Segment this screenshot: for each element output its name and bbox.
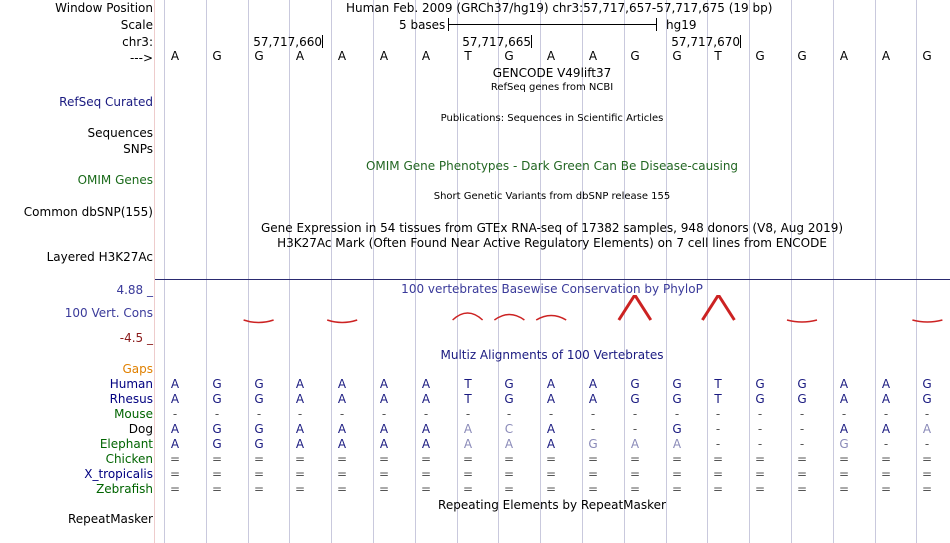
alignment-base: = [211, 467, 223, 481]
sequence-base: G [797, 49, 807, 63]
alignment-base: A [672, 437, 682, 451]
alignment-base: A [546, 377, 556, 391]
alignment-base: - [924, 437, 930, 451]
species-label-mouse[interactable]: Mouse [114, 407, 153, 421]
alignment-base: G [797, 392, 807, 406]
alignment-base: - [465, 407, 471, 421]
alignment-base: = [211, 452, 223, 466]
alignment-base: A [922, 422, 932, 436]
alignment-base: G [672, 377, 682, 391]
alignment-base: A [337, 437, 347, 451]
snps-label[interactable]: SNPs [123, 142, 153, 156]
scale-text: 5 bases [399, 18, 446, 32]
alignment-base: = [169, 482, 181, 496]
alignment-base: A [170, 437, 180, 451]
alignment-base: - [423, 407, 429, 421]
alignment-base: - [757, 437, 763, 451]
phylop-min-label: -4.5 _ [119, 331, 153, 345]
alignment-base: - [841, 407, 847, 421]
sequence-base: A [546, 49, 556, 63]
alignment-base: = [253, 452, 265, 466]
alignment-base: A [588, 392, 598, 406]
h3k27ac-track-desc: H3K27Ac Mark (Often Found Near Active Regulatory Elements) on 7 cell lines from ENCODE [277, 236, 827, 250]
alignment-base: A [295, 392, 305, 406]
alignment-base: A [379, 392, 389, 406]
omim-track-desc: OMIM Gene Phenotypes - Dark Green Can Be Disease-causing [365, 159, 739, 173]
assembly-label: hg19 [666, 18, 697, 32]
sequence-base: A [839, 49, 849, 63]
alignment-base: = [503, 452, 515, 466]
alignment-base: T [464, 377, 472, 391]
scale-bar [448, 24, 656, 25]
scale-label[interactable]: Scale [120, 18, 153, 32]
sequence-base: A [170, 49, 180, 63]
alignment-base: - [506, 407, 512, 421]
phylop-mark [619, 295, 651, 320]
alignment-base: G [839, 437, 849, 451]
alignment-base: C [504, 422, 514, 436]
alignment-base: A [379, 437, 389, 451]
alignment-base: = [629, 467, 641, 481]
alignment-base: - [883, 437, 889, 451]
alignment-base: G [504, 377, 514, 391]
phylop-mark [787, 320, 817, 322]
alignment-base: = [378, 452, 390, 466]
alignment-base: - [799, 422, 805, 436]
alignment-base: G [588, 437, 598, 451]
alignment-base: G [630, 377, 640, 391]
gtex-track-desc: Gene Expression in 54 tissues from GTEx RNA-seq of 17382 samples, 948 donors (V8, Aug 2019) [260, 221, 844, 235]
alignment-base: A [881, 392, 891, 406]
sequence-base: A [295, 49, 305, 63]
alignment-base: A [504, 437, 514, 451]
alignment-base: = [253, 467, 265, 481]
alignment-base: = [754, 467, 766, 481]
alignment-base: = [629, 482, 641, 496]
alignment-base: - [339, 407, 345, 421]
gaps-label[interactable]: Gaps [122, 362, 153, 376]
alignment-base: A [881, 377, 891, 391]
species-label-elephant[interactable]: Elephant [99, 437, 153, 451]
sequence-base: G [504, 49, 514, 63]
scale-bar-right-tick [656, 18, 657, 31]
alignment-base: - [590, 407, 596, 421]
alignment-base: = [420, 452, 432, 466]
alignment-base: = [838, 452, 850, 466]
multiz-track-desc: Multiz Alignments of 100 Vertebrates [440, 348, 664, 362]
alignment-base: = [629, 452, 641, 466]
alignment-base: A [546, 437, 556, 451]
alignment-base: - [632, 407, 638, 421]
alignment-base: = [545, 467, 557, 481]
alignment-base: A [170, 392, 180, 406]
alignment-base: A [379, 422, 389, 436]
alignment-base: = [712, 452, 724, 466]
gencode-track-title[interactable]: GENCODE V49lift37 [492, 66, 612, 80]
alignment-base: G [212, 422, 222, 436]
alignment-base: A [881, 422, 891, 436]
alignment-base: - [381, 407, 387, 421]
alignment-base: T [464, 392, 472, 406]
alignment-base: A [463, 437, 473, 451]
alignment-base: - [548, 407, 554, 421]
publications-track-desc: Publications: Sequences in Scientific Articles [440, 113, 664, 124]
sequence-base: A [588, 49, 598, 63]
alignment-base: - [172, 407, 178, 421]
species-label-chicken[interactable]: Chicken [105, 452, 153, 466]
alignment-base: - [715, 407, 721, 421]
alignment-base: G [212, 392, 222, 406]
alignment-base: = [294, 452, 306, 466]
alignment-base: T [714, 377, 722, 391]
phylop-mark [453, 313, 483, 320]
alignment-base: = [462, 482, 474, 496]
species-label-x_tropicalis[interactable]: X_tropicalis [84, 467, 153, 481]
coord-label-1: 57,717,660 [253, 35, 322, 49]
alignment-base: = [211, 482, 223, 496]
alignment-base: = [754, 452, 766, 466]
common-dbsnp-label[interactable]: Common dbSNP(155) [23, 205, 153, 219]
alignment-base: G [254, 437, 264, 451]
species-label-dog[interactable]: Dog [128, 422, 153, 436]
alignment-base: A [337, 377, 347, 391]
alignment-base: A [546, 422, 556, 436]
alignment-base: = [253, 482, 265, 496]
alignment-base: = [503, 482, 515, 496]
sequence-base: G [630, 49, 640, 63]
repeatmasker-label[interactable]: RepeatMasker [67, 512, 153, 526]
alignment-base: = [336, 452, 348, 466]
alignment-base: A [546, 392, 556, 406]
phylop-mark [702, 295, 734, 320]
alignment-base: - [632, 422, 638, 436]
alignment-base: G [212, 377, 222, 391]
alignment-base: A [463, 422, 473, 436]
alignment-base: A [337, 422, 347, 436]
strand-arrow-label[interactable]: ---> [129, 51, 153, 65]
sequence-base: G [922, 49, 932, 63]
sequence-base: G [254, 49, 264, 63]
alignment-base: A [170, 377, 180, 391]
repeatmasker-track-desc: Repeating Elements by RepeatMasker [438, 498, 666, 512]
alignment-base: G [254, 377, 264, 391]
alignment-base: A [630, 437, 640, 451]
alignment-base: = [880, 452, 892, 466]
phylop-mark [494, 315, 524, 321]
sequence-base: T [714, 49, 722, 63]
alignment-base: G [797, 377, 807, 391]
alignment-base: - [799, 437, 805, 451]
sequence-base: A [337, 49, 347, 63]
alignment-base: A [379, 377, 389, 391]
alignment-base: A [839, 392, 849, 406]
alignment-base: = [671, 467, 683, 481]
sequence-base: A [379, 49, 389, 63]
alignment-base: G [254, 392, 264, 406]
alignment-base: = [921, 482, 933, 496]
alignment-base: = [503, 467, 515, 481]
alignment-base: = [336, 467, 348, 481]
sequence-base: A [881, 49, 891, 63]
coord-tick-3 [740, 35, 741, 48]
alignment-base: = [420, 467, 432, 481]
alignment-base: - [214, 407, 220, 421]
coord-label-2: 57,717,665 [462, 35, 531, 49]
alignment-base: = [462, 452, 474, 466]
alignment-base: G [630, 392, 640, 406]
alignment-base: - [674, 407, 680, 421]
alignment-base: A [421, 437, 431, 451]
alignment-base: - [757, 422, 763, 436]
alignment-base: = [378, 482, 390, 496]
alignment-base: = [712, 482, 724, 496]
refseq-curated-label[interactable]: RefSeq Curated [59, 95, 153, 109]
alignment-base: A [337, 392, 347, 406]
species-label-zebrafish[interactable]: Zebrafish [96, 482, 153, 496]
alignment-base: = [671, 482, 683, 496]
alignment-base: - [715, 422, 721, 436]
alignment-base: = [587, 467, 599, 481]
alignment-base: = [796, 452, 808, 466]
alignment-base: = [420, 482, 432, 496]
alignment-base: A [839, 377, 849, 391]
alignment-base: A [421, 392, 431, 406]
alignment-base: = [712, 467, 724, 481]
alignment-base: = [921, 452, 933, 466]
alignment-base: = [169, 452, 181, 466]
sequence-base: T [464, 49, 472, 63]
alignment-base: - [297, 407, 303, 421]
sequence-base: G [212, 49, 222, 63]
alignment-base: G [254, 422, 264, 436]
alignment-base: = [838, 482, 850, 496]
phylop-mark [536, 316, 566, 321]
alignment-base: = [462, 467, 474, 481]
chrom-label[interactable]: chr3: [122, 35, 153, 49]
phylop-max-label: 4.88 _ [116, 283, 153, 297]
phylop-mark [244, 320, 274, 323]
alignment-base: - [256, 407, 262, 421]
omim-genes-label[interactable]: OMIM Genes [77, 173, 153, 187]
alignment-base: G [755, 392, 765, 406]
alignment-base: = [169, 467, 181, 481]
alignment-base: G [755, 377, 765, 391]
alignment-base: = [796, 482, 808, 496]
alignment-base: A [421, 422, 431, 436]
alignment-base: A [588, 377, 598, 391]
alignment-base: - [715, 437, 721, 451]
alignment-base: = [921, 467, 933, 481]
label-track-divider [154, 0, 155, 543]
alignment-base: A [295, 437, 305, 451]
alignment-base: G [504, 392, 514, 406]
sequence-base: G [755, 49, 765, 63]
alignment-base: A [170, 422, 180, 436]
scale-bar-left-tick [448, 18, 449, 31]
alignment-base: = [838, 467, 850, 481]
layered-h3k27ac-label[interactable]: Layered H3K27Ac [46, 250, 153, 264]
alignment-base: = [294, 467, 306, 481]
window-position-text: Human Feb. 2009 (GRCh37/hg19) chr3:57,717,657-57,717,675 (19 bp) [346, 1, 773, 15]
alignment-base: - [883, 407, 889, 421]
alignment-base: = [378, 467, 390, 481]
alignment-base: = [880, 467, 892, 481]
coord-tick-2 [531, 35, 532, 48]
dbsnp-track-desc: Short Genetic Variants from dbSNP release 155 [433, 191, 671, 202]
sequence-base: G [672, 49, 682, 63]
species-label-rhesus[interactable]: Rhesus [109, 392, 153, 406]
alignment-base: = [587, 482, 599, 496]
species-label-human[interactable]: Human [109, 377, 153, 391]
alignment-base: = [671, 452, 683, 466]
phylop-mark [912, 320, 942, 322]
phylop-mark [327, 320, 357, 323]
alignment-base: = [545, 452, 557, 466]
sequences-label[interactable]: Sequences [87, 126, 153, 140]
alignment-base: - [924, 407, 930, 421]
alignment-base: A [295, 422, 305, 436]
alignment-base: G [672, 422, 682, 436]
coord-label-3: 57,717,670 [671, 35, 740, 49]
alignment-base: A [421, 377, 431, 391]
alignment-base: G [922, 377, 932, 391]
alignment-base: = [545, 482, 557, 496]
alignment-base: T [714, 392, 722, 406]
phylop-track-desc: 100 vertebrates Basewise Conservation by PhyloP [401, 282, 703, 296]
alignment-base: - [757, 407, 763, 421]
alignment-base: - [590, 422, 596, 436]
alignment-base: = [336, 482, 348, 496]
vert-cons-label[interactable]: 100 Vert. Cons [64, 306, 153, 320]
coord-tick-1 [322, 35, 323, 48]
alignment-base: = [796, 467, 808, 481]
alignment-base: G [672, 392, 682, 406]
alignment-base: G [922, 392, 932, 406]
sequence-base: A [421, 49, 431, 63]
alignment-base: = [587, 452, 599, 466]
alignment-base: = [880, 482, 892, 496]
window-position-label[interactable]: Window Position [55, 1, 153, 15]
alignment-base: G [212, 437, 222, 451]
alignment-base: - [799, 407, 805, 421]
alignment-base: A [295, 377, 305, 391]
refseq-track-desc: RefSeq genes from NCBI [490, 82, 614, 93]
phylop-top-line [155, 279, 950, 280]
alignment-base: = [294, 482, 306, 496]
alignment-base: A [839, 422, 849, 436]
alignment-base: = [754, 482, 766, 496]
phylop-plot [155, 295, 950, 335]
